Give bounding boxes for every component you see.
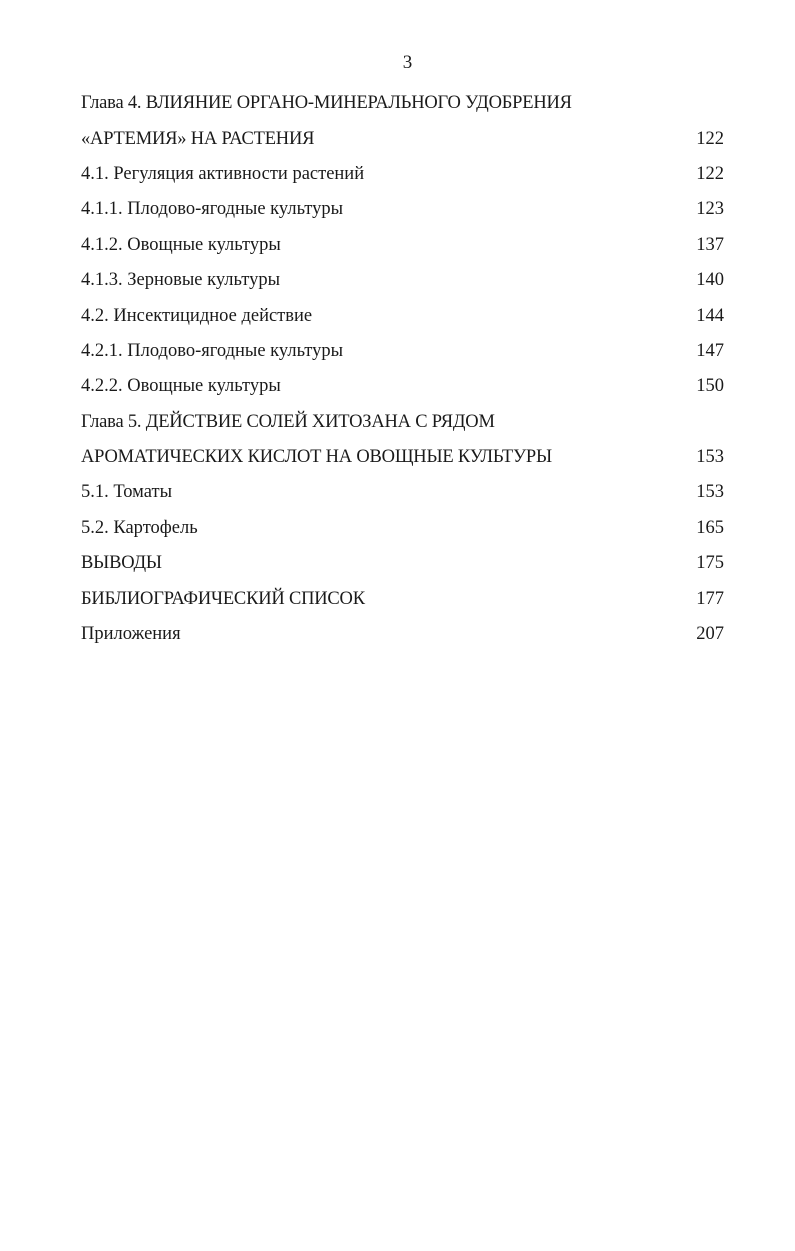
toc-entry-chapter-5-line-2[interactable] <box>81 440 724 475</box>
toc-entry-conclusions[interactable] <box>81 546 724 581</box>
toc-entry-4-2-2[interactable] <box>81 369 724 404</box>
toc-entry-page: 175 <box>696 553 724 574</box>
toc-entry-page: 207 <box>696 624 724 645</box>
toc-entry-4-1-3[interactable] <box>81 263 724 298</box>
toc-entry-title: Приложения <box>81 624 181 645</box>
toc-entry-title: 4.1.2. Овощные культуры <box>81 234 281 255</box>
toc-entry-title: ВЫВОДЫ <box>81 553 162 574</box>
toc-entry-page: 122 <box>696 128 724 149</box>
toc-entry-page: 153 <box>696 447 724 468</box>
toc-entry-5-1[interactable] <box>81 475 724 510</box>
toc-entry-page: 122 <box>696 163 724 184</box>
toc-entry-page: 140 <box>696 270 724 291</box>
toc-entry-title: 5.1. Томаты <box>81 482 173 503</box>
toc-entry-title: Глава 5. ДЕЙСТВИЕ СОЛЕЙ ХИТОЗАНА С РЯДОМ <box>81 411 495 432</box>
toc-entry-4-1-1[interactable] <box>81 192 724 227</box>
toc-entry-4-2-1[interactable] <box>81 334 724 369</box>
toc-entry-4-1-2[interactable] <box>81 228 724 263</box>
toc-entry-page: 150 <box>696 376 724 397</box>
toc-entry-4-2[interactable] <box>81 298 724 333</box>
toc-entry-title: 5.2. Картофель <box>81 517 198 538</box>
toc-entry-title: 4.2.1. Плодово-ягодные культуры <box>81 340 344 361</box>
toc-entry-bibliography[interactable] <box>81 581 724 616</box>
table-of-contents <box>81 86 724 652</box>
toc-entry-title: 4.2. Инсектицидное действие <box>81 305 313 326</box>
toc-entry-appendices[interactable] <box>81 617 724 652</box>
toc-entry-chapter-4-line-2[interactable] <box>81 121 724 156</box>
toc-entry-title: БИБЛИОГРАФИЧЕСКИЙ СПИСОК <box>81 588 365 609</box>
toc-entry-title: «АРТЕМИЯ» НА РАСТЕНИЯ <box>81 128 315 149</box>
toc-entry-title: Глава 4. ВЛИЯНИЕ ОРГАНО-МИНЕРАЛЬНОГО УДОБРЕНИЯ <box>81 93 572 114</box>
toc-entry-page: 153 <box>696 482 724 503</box>
toc-entry-chapter-5-line-1[interactable] <box>81 405 724 440</box>
toc-entry-page: 144 <box>696 305 724 326</box>
toc-entry-title: 4.1.1. Плодово-ягодные культуры <box>81 199 344 220</box>
page-number: 3 <box>402 52 413 73</box>
toc-entry-page: 137 <box>696 234 724 255</box>
toc-entry-4-1[interactable] <box>81 157 724 192</box>
toc-entry-page: 123 <box>696 199 724 220</box>
toc-entry-title: 4.2.2. Овощные культуры <box>81 376 281 397</box>
toc-entry-chapter-4-line-1[interactable] <box>81 86 724 121</box>
toc-entry-page: 147 <box>696 340 724 361</box>
toc-entry-page: 177 <box>696 588 724 609</box>
toc-entry-title: 4.1.3. Зерновые культуры <box>81 270 281 291</box>
toc-entry-title: АРОМАТИЧЕСКИХ КИСЛОТ НА ОВОЩНЫЕ КУЛЬТУРЫ <box>81 447 552 468</box>
toc-entry-page: 165 <box>696 517 724 538</box>
toc-entry-title: 4.1. Регуляция активности растений <box>81 163 365 184</box>
toc-entry-5-2[interactable] <box>81 511 724 546</box>
